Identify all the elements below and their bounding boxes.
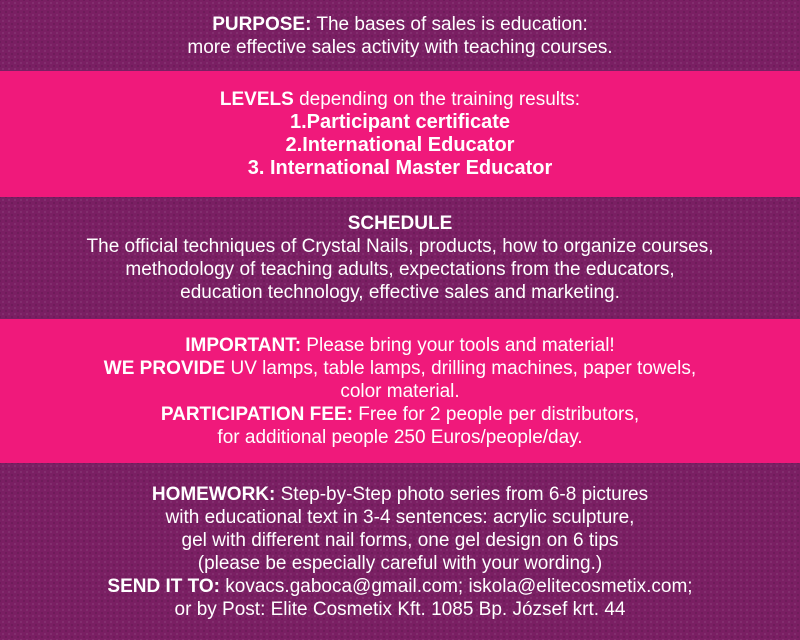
homework-text: Step-by-Step photo series from 6-8 pictures	[275, 483, 649, 505]
level-item-2: 2.International Educator	[285, 134, 515, 156]
levels-section	[0, 71, 800, 197]
homework-line-2: with educational text in 3-4 sentences: acrylic sculpture,	[165, 506, 635, 528]
purpose-text: The bases of sales is education:	[311, 13, 588, 35]
fee-label: PARTICIPATION FEE:	[160, 403, 353, 425]
schedule-line-2: methodology of teaching adults, expectations from the educators,	[125, 259, 675, 280]
provide-label: WE PROVIDE	[103, 357, 226, 379]
homework-line-3: gel with different nail forms, one gel design on 6 tips	[181, 529, 619, 551]
important-label: IMPORTANT:	[185, 334, 302, 356]
important-section	[0, 319, 800, 463]
purpose-line-2: more effective sales activity with teaching courses.	[187, 36, 613, 58]
send-label: SEND IT TO:	[107, 575, 220, 597]
homework-line-4: (please be especially careful with your wording.)	[197, 552, 603, 574]
levels-text: depending on the training results:	[293, 89, 581, 110]
levels-label: LEVELS	[219, 89, 294, 110]
schedule-line-3: education technology, effective sales and marketing.	[180, 282, 620, 303]
schedule-heading: SCHEDULE	[347, 213, 453, 234]
provide-text: UV lamps, table lamps, drilling machines, paper towels,	[225, 357, 697, 379]
level-item-1: 1.Participant certificate	[289, 111, 511, 133]
schedule-line-1: The official techniques of Crystal Nails, products, how to organize courses,	[86, 236, 714, 257]
purpose-line-1	[212, 13, 588, 36]
levels-line-1	[220, 88, 580, 111]
purpose-label: PURPOSE:	[212, 13, 312, 35]
homework-line-1	[152, 483, 648, 506]
homework-section	[0, 463, 800, 640]
purpose-section	[0, 0, 800, 71]
provide-line-1	[104, 357, 696, 380]
provide-line-2: color material.	[340, 380, 460, 402]
important-text: Please bring your tools and material!	[301, 334, 615, 356]
fee-line-2: for additional people 250 Euros/people/day.	[217, 426, 583, 448]
send-line-1	[107, 575, 692, 598]
send-line-2: or by Post: Elite Cosmetix Kft. 1085 Bp. József krt. 44	[174, 598, 626, 620]
important-line	[185, 334, 614, 357]
fee-line-1	[161, 403, 639, 426]
schedule-section	[0, 197, 800, 319]
send-text: kovacs.gaboca@gmail.com; iskola@elitecosmetix.com;	[220, 575, 693, 597]
homework-label: HOMEWORK:	[151, 483, 276, 505]
fee-text: Free for 2 people per distributors,	[352, 403, 640, 425]
level-item-3: 3. International Master Educator	[247, 157, 553, 179]
